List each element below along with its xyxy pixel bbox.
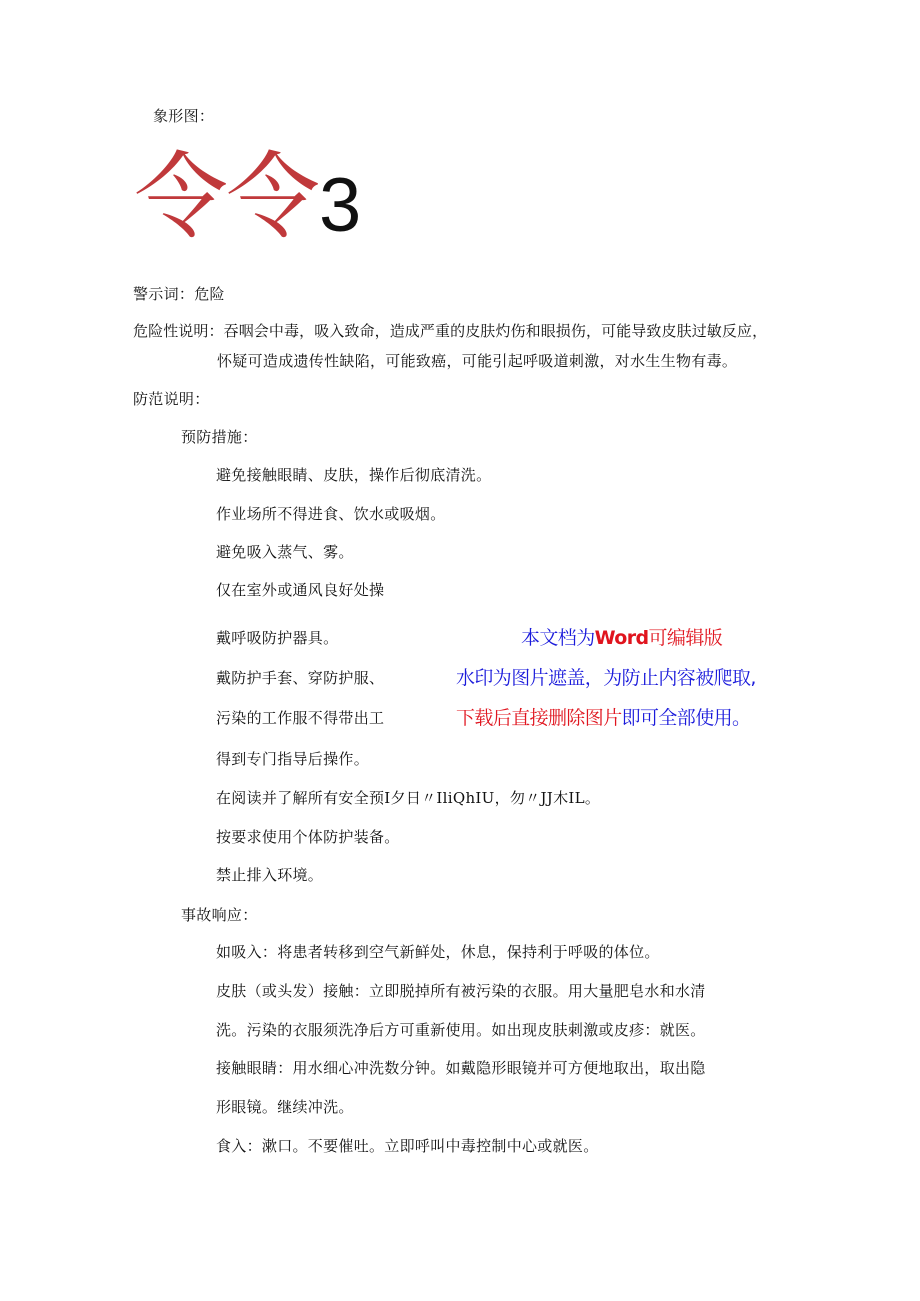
- hazard-statement-line-2: 怀疑可造成遗传性缺陷，可能致癌，可能引起呼吸道刺激，对水生生物有毒。: [217, 352, 738, 370]
- prevention-item-8: 得到专门指导后操作。: [216, 750, 370, 768]
- watermark-line-3-a: 下载后直接删除图片: [456, 707, 622, 729]
- response-line-3: 洗。污染的衣服须洗净后方可重新使用。如出现皮肤刺激或皮疹：就医。: [216, 1021, 706, 1039]
- prevention-item-1: 避免接触眼睛、皮肤，操作后彻底清洗。: [216, 466, 492, 484]
- precaution-title: 防范说明：: [133, 390, 210, 408]
- response-line-5: 形眼镜。继续冲洗。: [216, 1098, 354, 1116]
- signal-word: 警示词：危险: [133, 285, 225, 303]
- prevention-item-4: 仅在室外或通风良好处操: [216, 581, 385, 599]
- pictogram-label: 象形图：: [153, 107, 215, 125]
- watermark-line-1: [521, 626, 722, 650]
- prevention-item-7: 污染的工作服不得带出工: [216, 709, 385, 727]
- prevention-item-5: 戴呼吸防护器具。: [216, 629, 339, 647]
- pictogram-number: 3: [319, 163, 362, 248]
- watermark-line-3-b: 即可全部使用。: [621, 707, 751, 729]
- watermark-line-3: [456, 706, 750, 730]
- response-title: 事故响应：: [181, 906, 258, 924]
- pictogram-symbol-1: 令: [134, 143, 229, 252]
- response-line-2: 皮肤（或头发）接触：立即脱掉所有被污染的衣服。用大量肥皂水和水清: [216, 982, 706, 1000]
- pictogram-symbol-2: 令: [226, 143, 321, 252]
- prevention-item-2: 作业场所不得进食、饮水或吸烟。: [216, 505, 446, 523]
- hazard-statement-line-1: 危险性说明：吞咽会中毒，吸入致命，造成严重的皮肤灼伤和眼损伤，可能导致皮肤过敏反应，: [133, 322, 768, 340]
- watermark-line-1-c: 可编辑版: [648, 627, 723, 649]
- watermark-line-2: 水印为图片遮盖，为防止内容被爬取,: [456, 667, 756, 689]
- prevention-title: 预防措施：: [181, 428, 258, 446]
- watermark-line-1-b: Word: [594, 627, 649, 649]
- prevention-item-11: 禁止排入环境。: [216, 866, 324, 884]
- prevention-item-3: 避免吸入蒸气、雾。: [216, 543, 354, 561]
- response-line-1: 如吸入：将患者转移到空气新鲜处，休息，保持利于呼吸的体位。: [216, 943, 660, 961]
- watermark-line-1-a: 本文档为: [521, 627, 595, 649]
- prevention-item-6: 戴防护手套、穿防护服、: [216, 669, 385, 687]
- response-line-6: 食入：漱口。不要催吐。立即呼叫中毒控制中心或就医。: [216, 1137, 599, 1155]
- prevention-item-9: 在阅读并了解所有安全预I夕日〃IliQhIU，勿〃JJ木IL。: [216, 789, 601, 807]
- response-line-4: 接触眼睛：用水细心冲洗数分钟。如戴隐形眼镜并可方便地取出，取出隐: [216, 1059, 706, 1077]
- prevention-item-10: 按要求使用个体防护装备。: [216, 828, 400, 846]
